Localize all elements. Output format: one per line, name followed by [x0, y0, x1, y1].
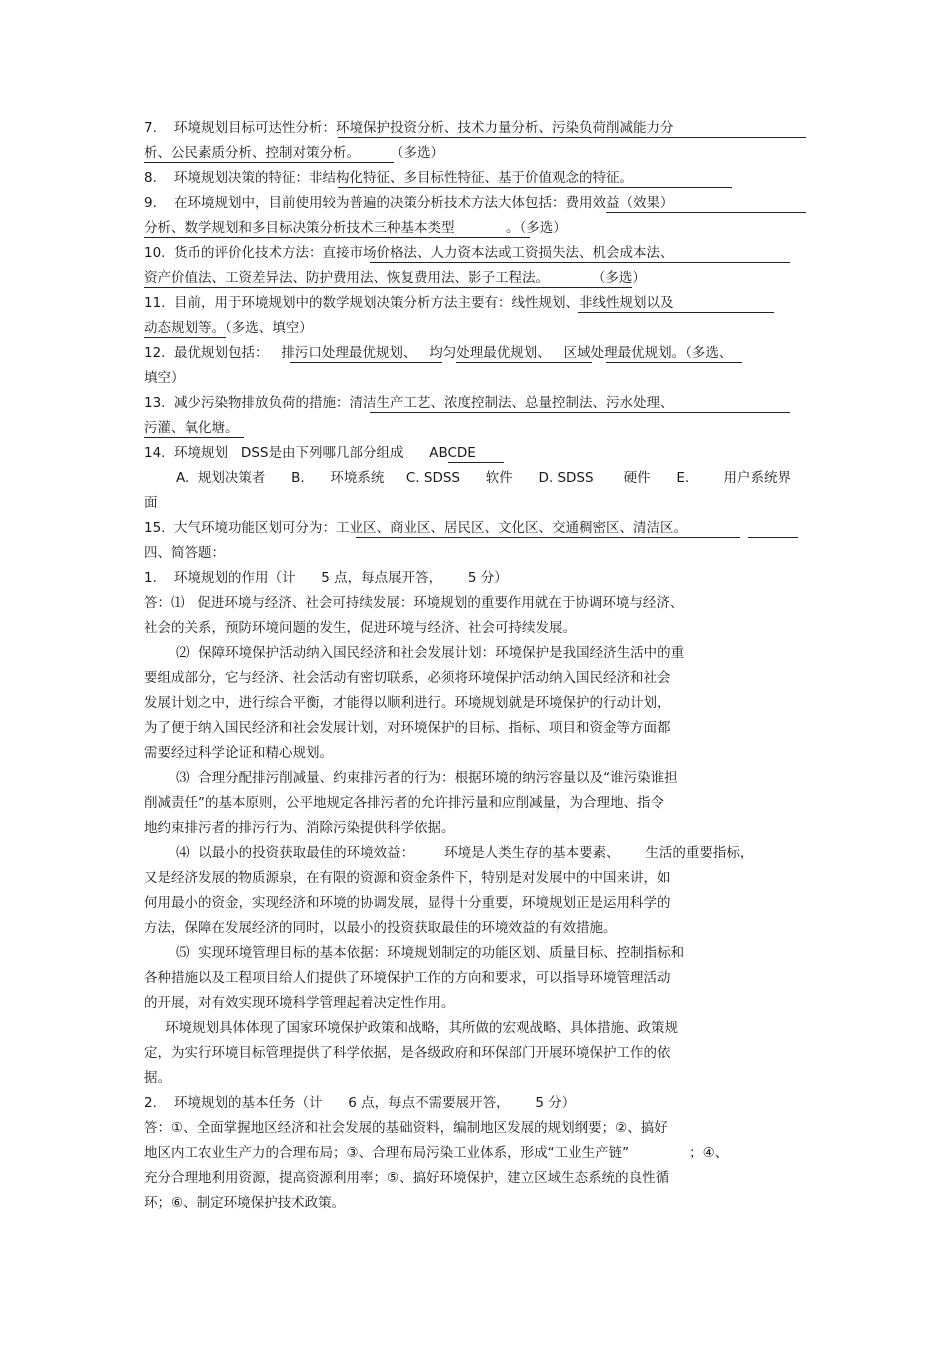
text-line: 10. 货币的评价化技术方法：直接市场价格法、人力资本法或工资损失法、机会成本法、: [144, 245, 674, 261]
text-line: ⑸ 实现环境管理目标的基本依据：环境规划制定的功能区划、质量目标、控制指标和: [176, 945, 685, 961]
answer-underline: [606, 212, 806, 213]
text-line: 何用最小的资金，实现经济和环境的协调发展，显得十分重要，环境规划正是运用科学的: [144, 895, 671, 911]
answer-underline: [290, 362, 442, 363]
answer-underline: [144, 337, 226, 338]
text-line: 资产价值法、工资差异法、防护费用法、恢复费用法、影子工程法。 （多选）: [144, 270, 646, 286]
text-line: 8. 环境规划决策的特征：非结构化特征、多目标性特征、基于价值观念的特征。: [144, 170, 634, 186]
answer-underline: [144, 437, 244, 438]
text-line: 的开展，对有效实现环境科学管理起着决定性作用。: [144, 995, 455, 1011]
text-line: ⑶ 合理分配排污削减量、约束排污者的行为：根据环境的纳污容量以及“谁污染谁担: [176, 770, 678, 786]
question-heading: 2. 环境规划的基本任务（计 6 点，每点不需要展开答， 5 分）: [144, 1095, 576, 1111]
answer-underline: [144, 162, 394, 163]
text-line: 12. 最优规划包括： 排污口处理最优规划、 均匀处理最优规划、 区域处理最优规划。（多选、: [144, 345, 733, 361]
answer-underline: [144, 287, 632, 288]
text-line: 污灌、氧化塘。: [144, 420, 239, 436]
text-line: ⑷ 以最小的投资获取最佳的环境效益： 环境是人类生存的基本要素、 生活的重要指标，: [176, 845, 754, 861]
text-line: A. 规划决策者 B. 环境系统 C. SDSS 软件 D. SDSS 硬件 E. 用户系统界: [176, 470, 792, 486]
answer-underline: [456, 362, 592, 363]
text-line: 要组成部分，它与经济、社会活动有密切联系，必须将环境保护活动纳入国民经济和社会: [144, 670, 671, 686]
text-line: 分析、数学规划和多目标决策分析技术三种基本类型 。（多选）: [144, 220, 567, 236]
text-line: 13. 减少污染物排放负荷的措施：清洁生产工艺、浓度控制法、总量控制法、污水处理、: [144, 395, 674, 411]
text-line: 又是经济发展的物质源泉，在有限的资源和资金条件下，特别是对发展中的中国来讲，如: [144, 870, 671, 886]
answer-underline: [356, 537, 740, 538]
answer-underline: [448, 462, 504, 463]
question-heading: 1. 环境规划的作用（计 5 点，每点展开答， 5 分）: [144, 570, 508, 586]
answer-underline: [748, 537, 798, 538]
text-line: 充分合理地利用资源，提高资源利用率；⑤、搞好环境保护，建立区域生态系统的良性循: [144, 1170, 670, 1186]
text-line: 各种措施以及工程项目给人们提供了环境保护工作的方向和要求，可以指导环境管理活动: [144, 970, 671, 986]
text-line: 方法，保障在发展经济的同时，以最小的投资获取最佳的环境效益的有效措施。: [144, 920, 617, 936]
text-line: 地约束排污者的排污行为、消除污染提供科学依据。: [144, 820, 455, 836]
text-line: 地区内工农业生产力的合理布局；③、合理布局污染工业体系，形成“工业生产链” ；④、: [144, 1145, 729, 1161]
text-line: 析、公民素质分析、控制对策分析。 （多选）: [144, 145, 445, 161]
text-line: 据。: [144, 1070, 171, 1086]
answer-underline: [370, 412, 790, 413]
text-line: 14. 环境规划 DSS是由下列哪几部分组成 ABCDE: [144, 445, 476, 461]
text-line: 环；⑥、制定环境保护技术政策。: [144, 1195, 346, 1211]
text-line: 环境规划具体体现了国家环境保护政策和战略，其所做的宏观战略、具体措施、政策规: [165, 1020, 678, 1036]
text-line: 面: [144, 495, 158, 511]
text-line: 答：⑴ 促进环境与经济、社会可持续发展：环境规划的重要作用就在于协调环境与经济、: [144, 595, 684, 611]
text-line: 定，为实行环境目标管理提供了科学依据，是各级政府和环保部门开展环境保护工作的依: [144, 1045, 671, 1061]
text-line: 发展计划之中，进行综合平衡，才能得以顺利进行。环境规划就是环境保护的行动计划，: [144, 695, 671, 711]
text-line: 需要经过科学论证和精心规划。: [144, 745, 333, 761]
answer-underline: [578, 312, 774, 313]
text-line: 15. 大气环境功能区划可分为：工业区、商业区、居民区、文化区、交通稠密区、清洁区。: [144, 520, 688, 536]
text-line: 动态规划等。（多选、填空）: [144, 320, 313, 336]
answer-underline: [338, 137, 806, 138]
text-line: 为了便于纳入国民经济和社会发展计划，对环境保护的目标、指标、项目和资金等方面都: [144, 720, 671, 736]
answer-underline: [338, 187, 732, 188]
answer-underline: [370, 262, 790, 263]
text-line: 削减责任”的基本原则，公平地规定各排污者的允许排污量和应削减量，为合理地、指令: [144, 795, 664, 811]
text-line: 7. 环境规划目标可达性分析：环境保护投资分析、技术力量分析、污染负荷削减能力分: [144, 120, 674, 136]
section-heading: 四、简答题：: [144, 545, 225, 561]
text-line: 9. 在环境规划中，目前使用较为普遍的决策分析技术方法大体包括：费用效益（效果）: [144, 195, 674, 211]
answer-underline: [144, 237, 530, 238]
text-line: 社会的关系，预防环境问题的发生，促进环境与经济、社会可持续发展。: [144, 620, 576, 636]
answer-underline: [606, 362, 742, 363]
text-line: 填空）: [144, 370, 185, 386]
text-line: ⑵ 保障环境保护活动纳入国民经济和社会发展计划：环境保护是我国经济生活中的重: [176, 645, 685, 661]
text-line: 11. 目前，用于环境规划中的数学规划决策分析方法主要有：线性规划、非线性规划以及: [144, 295, 674, 311]
text-line: 答：①、全面掌握地区经济和社会发展的基础资料，编制地区发展的规划纲要；②、搞好: [144, 1120, 668, 1136]
